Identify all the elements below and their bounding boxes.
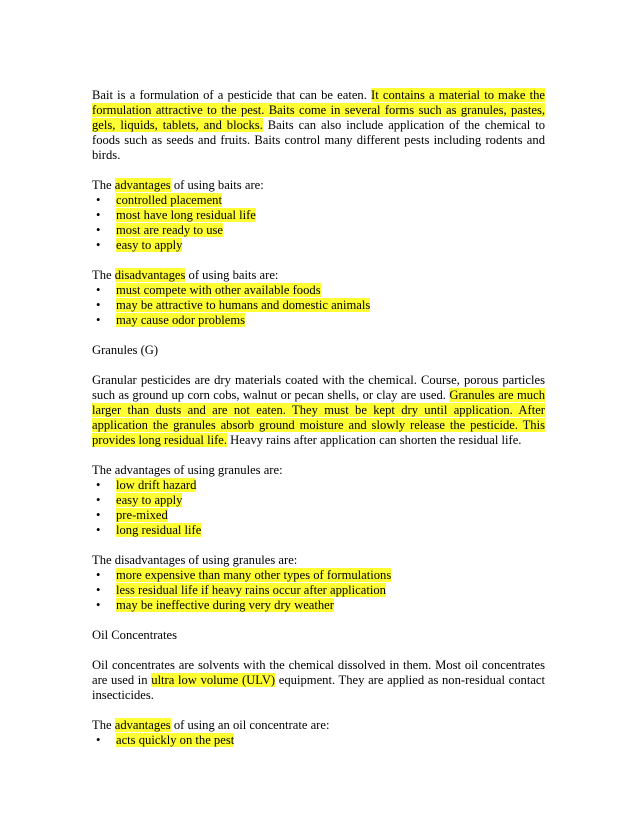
list-item bbox=[92, 283, 545, 298]
bullet-icon: • bbox=[96, 733, 101, 747]
oil-paragraph: Oil concentrates are solvents with the chemical dissolved in them. Most oil concentrates are used in ultra low volume (ULV) equipment. They are applied as non-residual contact insecticides. bbox=[92, 658, 545, 702]
list-item-text: more expensive than many other types of formulations bbox=[116, 568, 392, 582]
list-item-text: may be ineffective during very dry weather bbox=[116, 598, 334, 612]
bait-advantages-list bbox=[92, 193, 545, 253]
granules-disadvantages-heading: The disadvantages of using granules are: bbox=[92, 553, 298, 567]
bullet-icon: • bbox=[96, 298, 101, 312]
bullet-icon: • bbox=[96, 583, 101, 597]
bullet-icon: • bbox=[96, 478, 101, 492]
bullet-icon: • bbox=[96, 523, 101, 537]
text-run: Bait is a formulation of a pesticide that can be eaten. bbox=[92, 88, 372, 102]
list-item bbox=[92, 508, 545, 523]
bullet-icon: • bbox=[96, 493, 101, 507]
list-item-text: acts quickly on the pest bbox=[116, 733, 235, 747]
granules-advantages-list bbox=[92, 478, 545, 538]
bait-disadvantages-heading: The disadvantages of using baits are: bbox=[92, 268, 279, 282]
bullet-icon: • bbox=[96, 223, 101, 237]
highlighted-text: disadvantages bbox=[114, 268, 186, 282]
bullet-icon: • bbox=[96, 238, 101, 252]
oil-advantages-list bbox=[92, 733, 545, 748]
list-item-text: most are ready to use bbox=[116, 223, 224, 237]
list-item bbox=[92, 733, 545, 748]
bait-disadvantages-list bbox=[92, 283, 545, 328]
highlighted-text: advantages bbox=[114, 718, 171, 732]
granules-disadvantages-list bbox=[92, 568, 545, 613]
list-item bbox=[92, 478, 545, 493]
list-item bbox=[92, 523, 545, 538]
list-item bbox=[92, 298, 545, 313]
list-item bbox=[92, 493, 545, 508]
list-item-text: long residual life bbox=[116, 523, 202, 537]
list-item-text: less residual life if heavy rains occur after application bbox=[116, 583, 386, 597]
list-item bbox=[92, 238, 545, 253]
list-item-text: easy to apply bbox=[116, 238, 183, 252]
list-item-text: low drift hazard bbox=[116, 478, 197, 492]
bullet-icon: • bbox=[96, 193, 101, 207]
bullet-icon: • bbox=[96, 208, 101, 222]
list-item bbox=[92, 223, 545, 238]
bullet-icon: • bbox=[96, 598, 101, 612]
oil-heading: Oil Concentrates bbox=[92, 628, 177, 642]
list-item bbox=[92, 193, 545, 208]
list-item-text: easy to apply bbox=[116, 493, 183, 507]
highlighted-text: advantages bbox=[114, 178, 171, 192]
list-item bbox=[92, 313, 545, 328]
highlighted-text: It contains a material to make the formulation attractive to the pest. Baits come in several forms such as granules, pastes, gels, liquids, tablets, and blocks. bbox=[92, 88, 545, 132]
text-run: Baits can also include application of the chemical to foods such as seeds and fruits. Baits control many different pests including rodents and birds. bbox=[92, 118, 545, 162]
bait-advantages-heading: The advantages of using baits are: bbox=[92, 178, 264, 192]
list-item bbox=[92, 583, 545, 598]
bullet-icon: • bbox=[96, 313, 101, 327]
bullet-icon: • bbox=[96, 508, 101, 522]
list-item bbox=[92, 208, 545, 223]
list-item bbox=[92, 568, 545, 583]
granules-heading: Granules (G) bbox=[92, 343, 159, 357]
highlighted-text: Granules are much larger than dusts and are not eaten. They must be kept dry until application. After application the granules absorb ground moisture and slowly release the pesticide. This provides long residual life. bbox=[92, 388, 545, 447]
list-item-text: must compete with other available foods bbox=[116, 283, 321, 297]
list-item-text: may be attractive to humans and domestic animals bbox=[116, 298, 371, 312]
granules-paragraph: Granular pesticides are dry materials coated with the chemical. Course, porous particles such as ground up corn cobs, walnut or pecan shells, or clay are used. Granules are much larger than dusts and are not eaten. They must be kept dry until application. After application the granules absorb ground moisture and slowly release the pesticide. This provides long residual life. Heavy rains after application can shorten the residual life. bbox=[92, 373, 545, 447]
oil-advantages-heading: The advantages of using an oil concentrate are: bbox=[92, 718, 330, 732]
bullet-icon: • bbox=[96, 283, 101, 297]
highlighted-text: ultra low volume (ULV) bbox=[151, 673, 276, 687]
granules-advantages-heading: The advantages of using granules are: bbox=[92, 463, 283, 477]
bait-intro-paragraph bbox=[92, 88, 545, 163]
list-item-text: may cause odor problems bbox=[116, 313, 246, 327]
list-item-text: pre-mixed bbox=[116, 508, 168, 522]
document-page bbox=[92, 88, 545, 748]
bullet-icon: • bbox=[96, 568, 101, 582]
list-item-text: most have long residual life bbox=[116, 208, 256, 222]
list-item-text: controlled placement bbox=[116, 193, 222, 207]
list-item bbox=[92, 598, 545, 613]
